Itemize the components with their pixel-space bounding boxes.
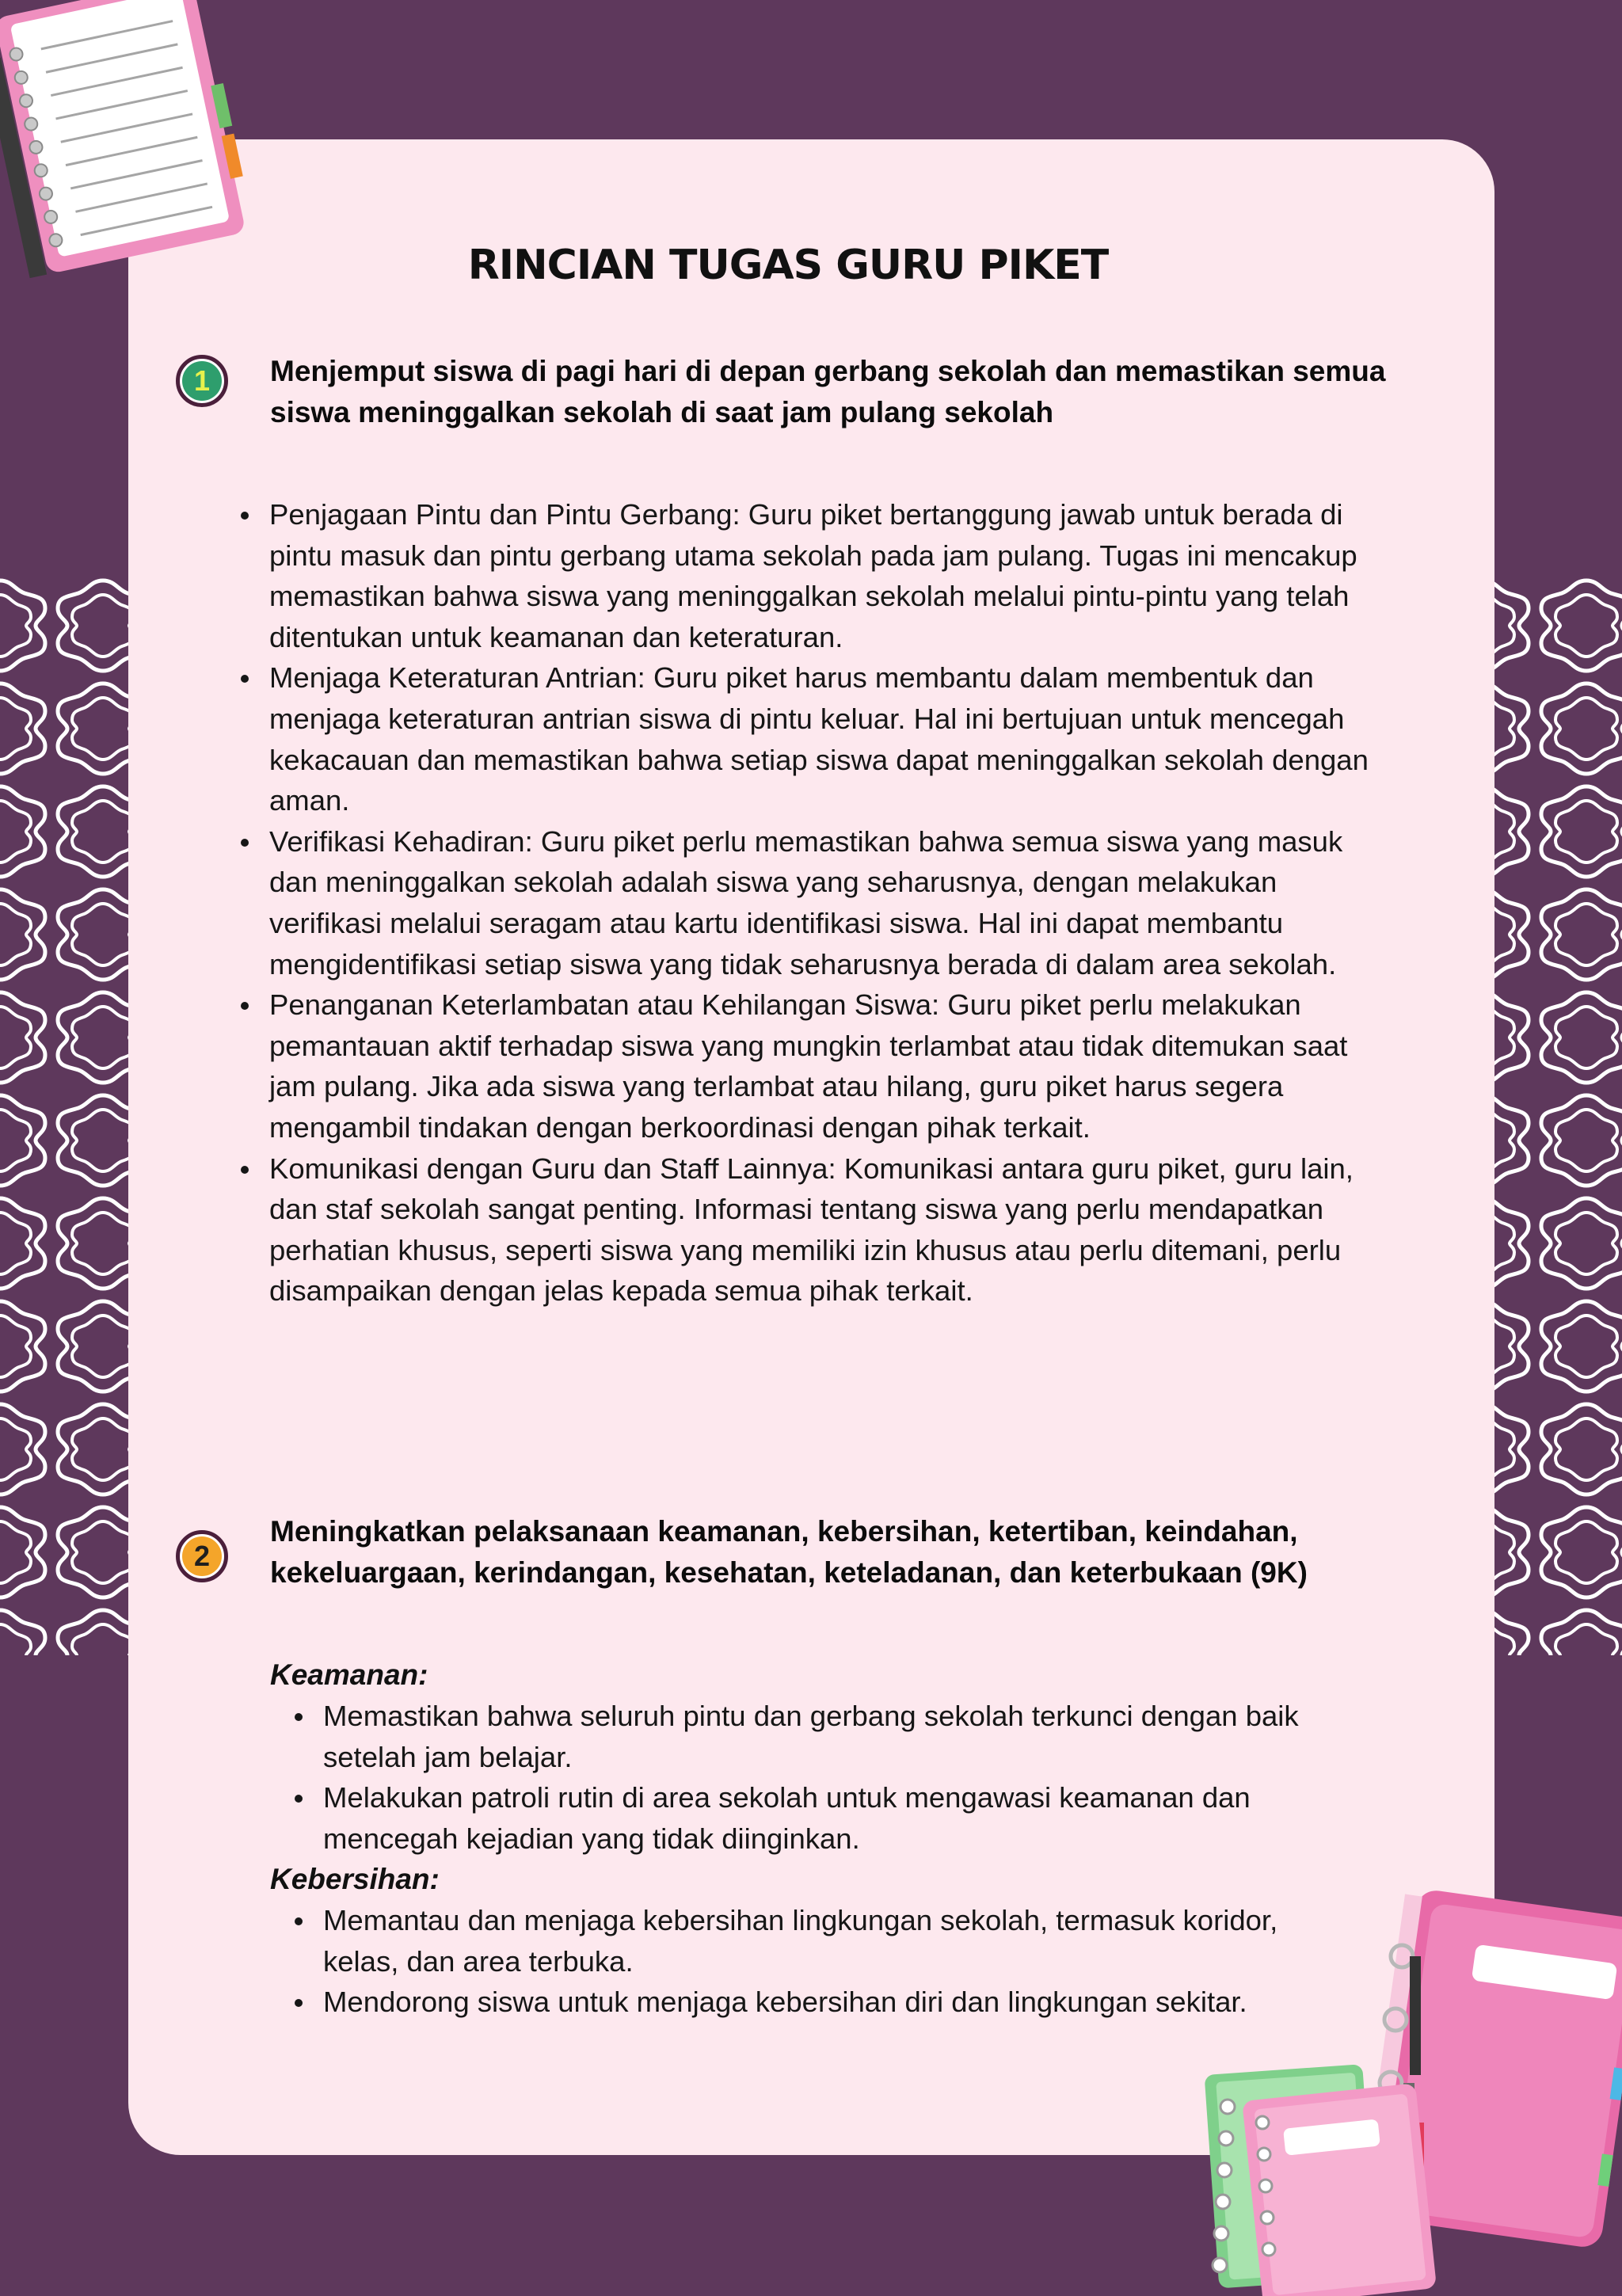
page-title: RINCIAN TUGAS GURU PIKET bbox=[467, 242, 1109, 289]
keamanan-list bbox=[323, 1696, 1361, 1859]
list-item: Menjaga Keteraturan Antrian: Guru piket harus membantu dalam membentuk dan menjaga keteraturan antrian siswa di pintu keluar. Hal ini bertujuan untuk mencegah kekacauan dan memastikan bahwa setiap siswa dapat meninggalkan sekolah dengan aman. bbox=[269, 657, 1394, 821]
section-1-list bbox=[269, 494, 1394, 1312]
list-item: Penjagaan Pintu dan Pintu Gerbang: Guru piket bertanggung jawab untuk berada di pintu masuk dan pintu gerbang utama sekolah pada jam pulang. Tugas ini mencakup memastikan bahwa siswa yang meninggalkan sekolah melalui pintu-pintu yang telah ditentukan untuk keamanan dan keteraturan. bbox=[269, 494, 1394, 657]
list-item: Melakukan patroli rutin di area sekolah untuk mengawasi keamanan dan mencegah kejadian yang tidak diinginkan. bbox=[323, 1777, 1361, 1859]
list-item: Memastikan bahwa seluruh pintu dan gerbang sekolah terkunci dengan baik setelah jam belajar. bbox=[323, 1696, 1361, 1777]
subsection-label-kebersihan: Kebersihan: bbox=[270, 1863, 440, 1895]
badge-number: 2 bbox=[182, 1536, 222, 1576]
lattice-pattern-right bbox=[1483, 574, 1622, 1655]
section-1-heading: Menjemput siswa di pagi hari di depan gerbang sekolah dan memastikan semua siswa meninggalkan sekolah di saat jam pulang sekolah bbox=[270, 355, 1386, 428]
number-badge-2 bbox=[176, 1530, 228, 1582]
section-2-heading: Meningkatkan pelaksanaan keamanan, kebersihan, ketertiban, keindahan, kekeluargaan, kerindangan, kesehatan, keteladanan, dan keterbukaan (9K) bbox=[270, 1515, 1308, 1589]
lattice-pattern-left bbox=[0, 574, 139, 1655]
stacked-notebooks-icon bbox=[1196, 1885, 1622, 2296]
subsection-label-keamanan: Keamanan: bbox=[270, 1658, 428, 1691]
badge-number: 1 bbox=[182, 361, 222, 401]
list-item: Penanganan Keterlambatan atau Kehilangan Siswa: Guru piket perlu melakukan pemantauan aktif terhadap siswa yang mungkin terlambat atau tidak ditemukan saat jam pulang. Jika ada siswa yang terlambat atau hilang, guru piket harus segera mengambil tindakan dengan berkoordinasi dengan pihak terkait. bbox=[269, 984, 1394, 1148]
list-item: Memantau dan menjaga kebersihan lingkungan sekolah, termasuk koridor, kelas, dan area terbuka. bbox=[323, 1900, 1361, 1982]
list-item: Verifikasi Kehadiran: Guru piket perlu memastikan bahwa semua siswa yang masuk dan meninggalkan sekolah adalah siswa yang seharusnya, dengan melakukan verifikasi melalui seragam atau kartu identifikasi siswa. Hal ini dapat membantu mengidentifikasi setiap siswa yang tidak seharusnya berada di dalam area sekolah. bbox=[269, 821, 1394, 984]
number-badge-1 bbox=[176, 355, 228, 407]
list-item: Mendorong siswa untuk menjaga kebersihan diri dan lingkungan sekitar. bbox=[323, 1982, 1361, 2023]
list-item: Komunikasi dengan Guru dan Staff Lainnya: Komunikasi antara guru piket, guru lain, dan staf sekolah sangat penting. Informasi tentang siswa yang perlu mendapatkan perhatian khusus, seperti siswa yang memiliki izin khusus atau perlu ditemani, perlu disampaikan dengan jelas kepada semua pihak terkait. bbox=[269, 1148, 1394, 1312]
